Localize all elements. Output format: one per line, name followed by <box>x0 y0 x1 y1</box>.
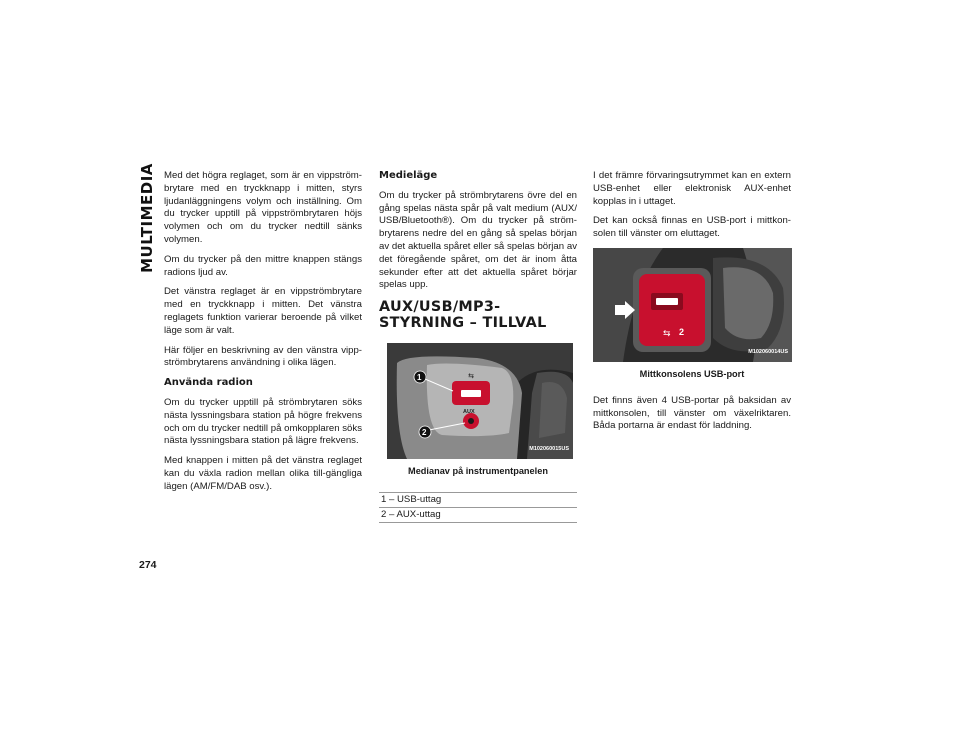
callout-1: 1 <box>417 373 422 383</box>
paragraph: Det finns även 4 USB-portar på baksidan av mittkonsolen, till vänster om växelriktaren. Båda portarna är endast för laddning. <box>593 394 791 432</box>
console-usb-illustration <box>593 248 792 362</box>
paragraph: Det vänstra reglaget är en vippströmbrytare med en tryckknapp i mitten. Det vänstra reglagets funktion varierar beroende på vilket läge som är valt. <box>164 286 362 336</box>
image-code: M102060014US <box>748 349 788 356</box>
console-usb-photo <box>593 248 792 362</box>
column-left <box>164 170 362 501</box>
legend-table <box>379 492 577 523</box>
paragraph: Med det högra reglaget, som är en vippström-brytare med en tryckknapp i mitten, styrs ljudanläggningens volym och inställning. Om du trycker upptill på vippströmbrytaren höjs volymen och om du trycker nedtill sänks volymen. <box>164 170 362 245</box>
figure-caption: Mittkonsolens USB-port <box>639 368 745 379</box>
svg-text:⇆: ⇆ <box>468 372 474 381</box>
paragraph: Med knappen i mitten på det vänstra reglaget kan du växla radion mellan olika till-gängliga lägen (AM/FM/DAB osv.). <box>164 455 362 492</box>
media-hub-photo <box>387 343 573 459</box>
section-title: MULTIMEDIA <box>138 163 156 273</box>
paragraph: Här följer en beskrivning av den vänstra vipp-strömbrytarens användning i olika lägen. <box>164 344 362 369</box>
media-hub-illustration <box>387 343 573 459</box>
callout-2: 2 <box>422 428 427 438</box>
port-number: 2 <box>679 326 685 337</box>
legend-row: 1 – USB-uttag <box>379 493 577 508</box>
subheading-radio: Använda radion <box>164 377 253 389</box>
figure-caption: Medianav på instrumentpanelen <box>408 466 548 477</box>
image-code: M102060015US <box>529 446 569 453</box>
paragraph: Om du trycker på den mittre knappen stängs radions ljud av. <box>164 253 362 278</box>
paragraph: Om du trycker på strömbrytarens övre del en gång spelas nästa spår på valt medium (AUX/ USB/Bluetooth®). Om du trycker på ström-brytarens nedre del en gång så spelas början av det aktuella spåret eller så spelas början av det föregående spåret, om det är inom åtta sekunder efter att det aktuella spåret börjar spelas upp. <box>379 189 577 291</box>
column-right <box>593 170 791 440</box>
subheading-media: Medieläge <box>379 170 438 181</box>
paragraph: I det främre förvaringsutrymmet kan en extern USB-enhet eller elektronisk AUX-enhet kopplas in i uttaget. <box>593 170 791 207</box>
legend-row: 2 – AUX-uttag <box>379 508 577 523</box>
paragraph: Om du trycker upptill på strömbrytaren söks nästa lyssningsbara station på högre frekvens och om du trycker nedtill på omkopplaren söks nästa lyssningsbara station på lägre frekvens. <box>164 396 362 447</box>
aux-label: AUX <box>463 409 475 416</box>
svg-text:⇆: ⇆ <box>663 328 671 339</box>
paragraph: Det kan också finnas en USB-port i mittkon-solen till vänster om eluttaget. <box>593 215 791 240</box>
page-number: 274 <box>139 559 157 571</box>
section-tab <box>137 163 157 273</box>
section-heading: AUX/USB/MP3-STYRNING – TILLVAL <box>379 299 547 332</box>
column-middle <box>379 170 577 523</box>
